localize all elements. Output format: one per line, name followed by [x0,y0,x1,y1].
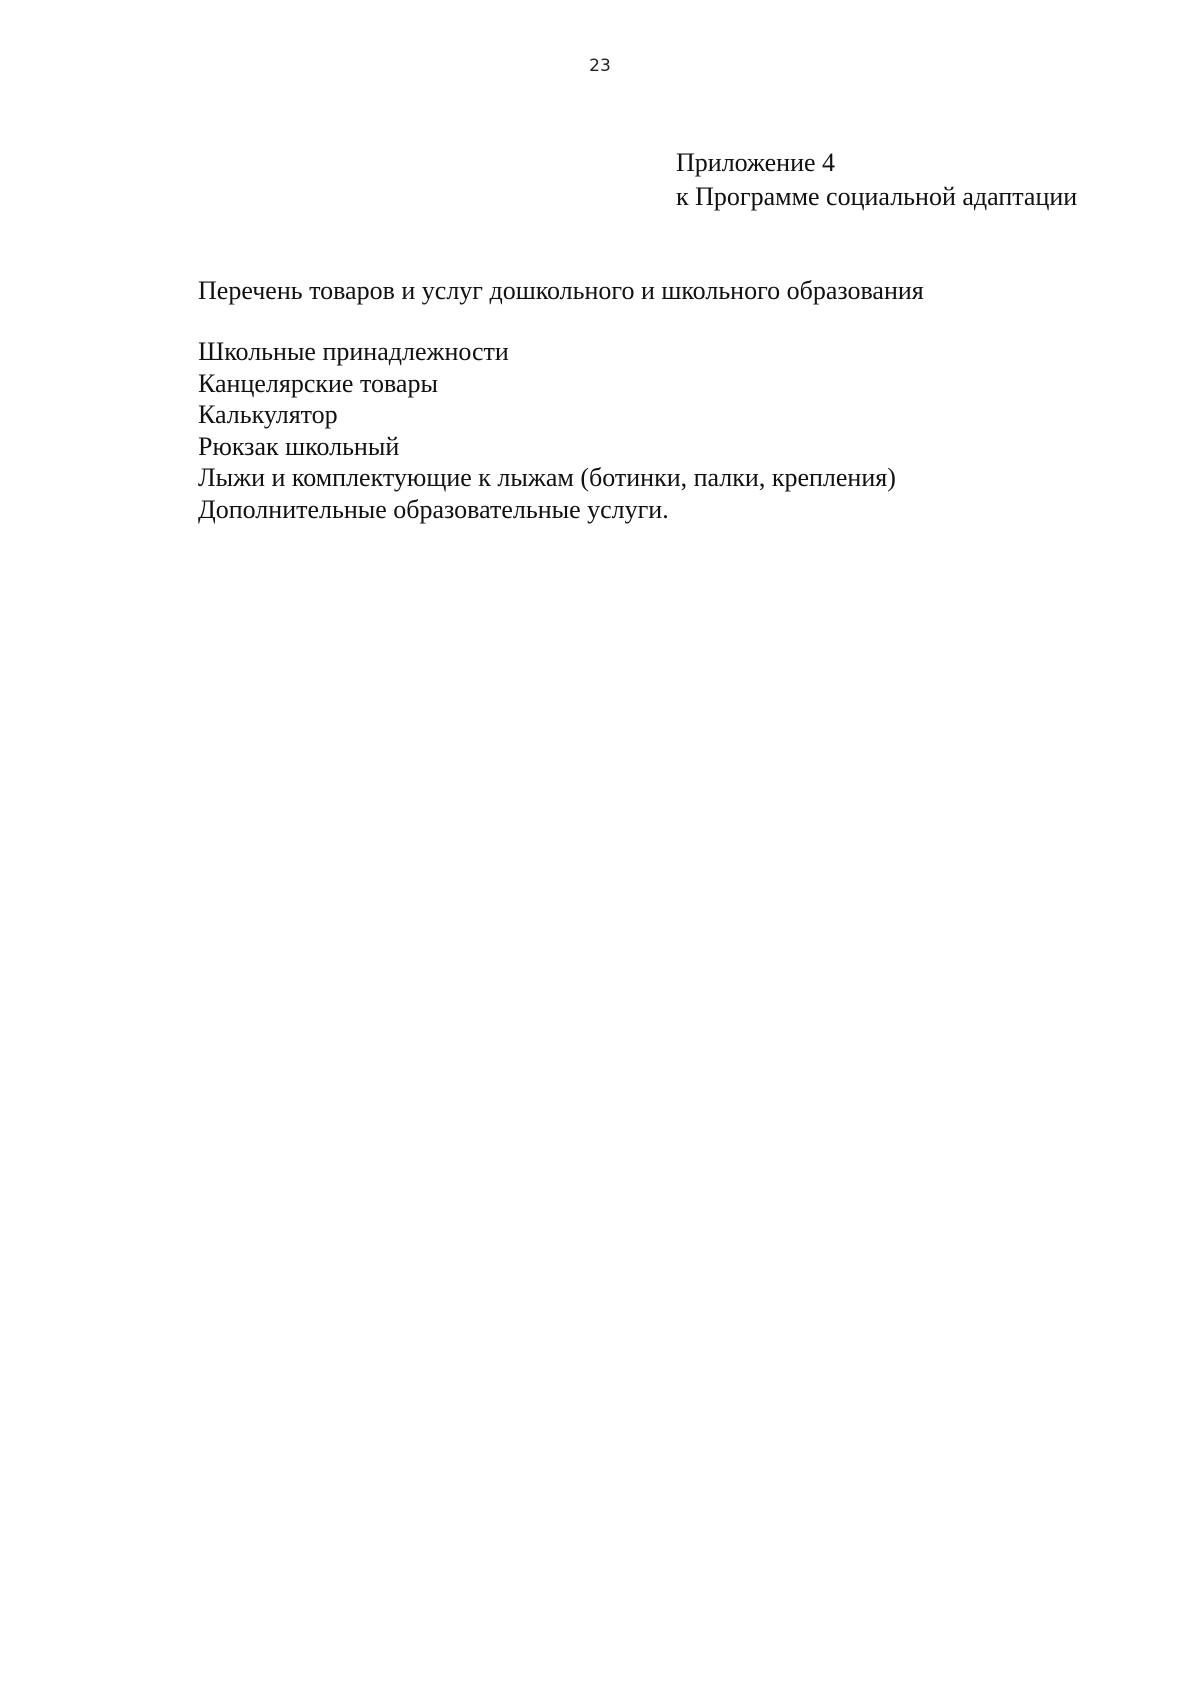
list-item: Калькулятор [198,400,338,429]
list-item: Дополнительные образовательные услуги. [198,494,669,524]
list-item: Канцелярские товары [198,368,438,398]
appendix-header [676,146,1077,214]
goods-services-list [198,336,896,525]
list-item: Рюкзак школьный [198,431,400,461]
page-number: 23 [589,56,611,76]
appendix-number: Приложение 4 [676,148,836,177]
appendix-reference: к Программе социальной адаптации [676,182,1078,211]
list-item: Школьные принадлежности [198,337,509,366]
list-item: Лыжи и комплектующие к лыжам (ботинки, палки, крепления) [198,463,896,492]
document-title: Перечень товаров и услуг дошкольного и школьного образования [198,276,924,305]
